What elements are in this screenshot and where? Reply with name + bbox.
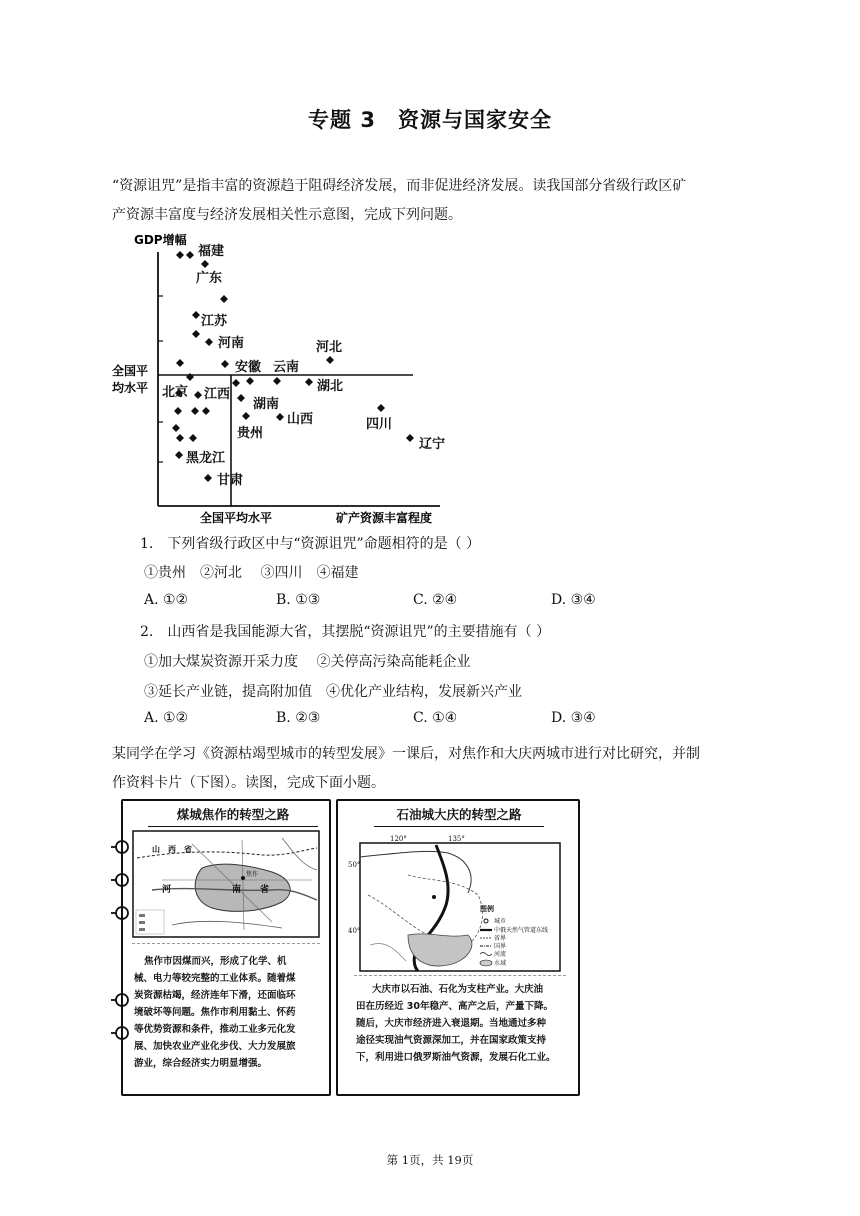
- point-hubei: [305, 378, 313, 386]
- card-jiaozuo: [110, 797, 330, 1097]
- legend-water: 水域: [494, 960, 507, 967]
- point-yunnan: [273, 377, 281, 385]
- x-axis-label: 矿产资源丰富程度: [336, 511, 433, 525]
- card-right-body: 大庆市以石油、石化为支柱产业。大庆油 田在历经近 30年稳产、高产之后，产量下降。 随后，大庆市经济进入衰退期。当地通过多种 途径实现油气资源深加工，并在国家政策支持 下，利用进口俄罗斯油气资源，发展石化工业。: [356, 984, 556, 1063]
- y-ref-label-1: 全国平: [112, 364, 149, 378]
- label-guizhou: 贵州: [237, 426, 264, 441]
- point-guizhou: [242, 412, 250, 420]
- card-daqing: [334, 797, 582, 1097]
- point-guangdong: [220, 295, 228, 303]
- daqing-map: [348, 835, 570, 975]
- label-gansu: 甘肃: [217, 473, 244, 488]
- q1-option-b[interactable]: B. ①③: [276, 592, 321, 608]
- point: [186, 251, 194, 259]
- q1-items: ①贵州 ②河北 ③四川 ④福建: [144, 565, 359, 581]
- label-hebei: 河北: [316, 340, 343, 355]
- q1-option-a[interactable]: A. ①②: [144, 592, 189, 608]
- jiaozuo-map: [132, 830, 320, 938]
- map-label-nan: 南: [232, 885, 242, 895]
- label-beijing: 北京: [162, 385, 189, 400]
- point: [246, 377, 254, 385]
- q1-option-c[interactable]: C. ②④: [413, 592, 458, 608]
- label-hubei: 湖北: [317, 379, 344, 394]
- point: [202, 407, 210, 415]
- page-footer: 第 1页，共 19页: [386, 1153, 474, 1167]
- q2-items-1: ①加大煤炭资源开采力度 ②关停高污染高能耗企业: [144, 654, 471, 670]
- intro-line-1: “资源诅咒”是指丰富的资源趋于阻碍经济发展，而非促进经济发展。读我国部分省级行政区矿: [112, 178, 687, 194]
- point: [189, 434, 197, 442]
- map-lat-40: 40°: [348, 927, 361, 935]
- label-hunan: 湖南: [253, 397, 280, 412]
- map-lon-135: 135°: [448, 835, 465, 843]
- page-title: 专题 3 资源与国家安全: [308, 108, 552, 132]
- point-hunan: [237, 394, 245, 402]
- label-heilongjiang: 黑龙江: [186, 451, 226, 466]
- point: [172, 424, 180, 432]
- point-jiangxi: [194, 391, 202, 399]
- label-fujian: 福建: [198, 244, 225, 259]
- ring-binder-icon: [110, 837, 134, 1047]
- label-jiangxi: 江西: [204, 387, 231, 402]
- point-heilongjiang: [175, 451, 183, 459]
- card-left-title: 煤城焦作的转型之路: [148, 805, 318, 827]
- q2-option-b[interactable]: B. ②③: [276, 710, 321, 726]
- intro-paragraph: [112, 172, 752, 230]
- label-anhui: 安徽: [235, 360, 262, 375]
- legend-title: 图例: [480, 904, 494, 913]
- q2-option-d[interactable]: D. ③④: [551, 710, 596, 726]
- point-gansu: [204, 474, 212, 482]
- q2-option-c[interactable]: C. ①④: [413, 710, 458, 726]
- legend-river: 河流: [494, 951, 507, 958]
- point: [192, 330, 200, 338]
- label-jiangsu: 江苏: [201, 314, 228, 329]
- point: [191, 407, 199, 415]
- map-label-sheng: 省: [260, 885, 270, 895]
- point-sichuan: [377, 404, 385, 412]
- point-henan: [205, 338, 213, 346]
- y-axis-label: GDP增幅: [134, 233, 187, 247]
- legend-city: 城市: [494, 918, 507, 925]
- point: [176, 359, 184, 367]
- label-guangdong: 广东: [196, 271, 223, 286]
- label-liaoning: 辽宁: [419, 437, 446, 452]
- label-henan: 河南: [218, 336, 245, 351]
- x-ref-label: 全国平均水平: [200, 511, 273, 525]
- map-label-jiaozuo: 焦作: [246, 871, 259, 878]
- q2-items-2: ③延长产业链，提高附加值 ④优化产业结构，发展新兴产业: [144, 684, 522, 700]
- card-right-title: 石油城大庆的转型之路: [374, 805, 544, 827]
- map-lon-120: 120°: [390, 835, 407, 843]
- point-fujian: [201, 260, 209, 268]
- point-hebei: [326, 356, 334, 364]
- point: [176, 434, 184, 442]
- intro2-paragraph: [112, 740, 760, 798]
- label-sichuan: 四川: [366, 417, 393, 432]
- point: [174, 407, 182, 415]
- point-anhui: [221, 360, 229, 368]
- q2-stem: 2. 山西省是我国能源大省，其摆脱“资源诅咒”的主要措施有（ ）: [140, 624, 551, 640]
- legend-national-border: 国界: [494, 943, 507, 950]
- q1-option-d[interactable]: D. ③④: [551, 592, 596, 608]
- label-shanxi: 山西: [287, 412, 314, 427]
- point: [176, 251, 184, 259]
- intro-line-2: 产资源丰富度与经济发展相关性示意图，完成下列问题。: [112, 207, 462, 223]
- map-label-shanxi: 山 西 省: [152, 844, 192, 854]
- legend-pipeline: 中俄天然气管道东线: [494, 927, 549, 934]
- point-shanxi: [276, 413, 284, 421]
- intro2-line-1: 某同学在学习《资源枯竭型城市的转型发展》一课后，对焦作和大庆两城市进行对比研究，并制: [112, 746, 700, 762]
- y-ref-label-2: 均水平: [112, 381, 149, 395]
- mineral-gdp-scatter-chart: [110, 232, 470, 528]
- legend-province-border: 省界: [494, 935, 507, 942]
- map-lat-50: 50°: [348, 861, 361, 869]
- q2-option-a[interactable]: A. ①②: [144, 710, 189, 726]
- point-jiangsu: [192, 311, 200, 319]
- card-left-body: 焦作市因煤而兴，形成了化学、机 械、电力等较完整的工业体系。随着煤 炭资源枯竭，经济连年下滑，还面临环 境破坏等问题。焦作市利用黏土、怀药 等优势资源和条件，推动工业多元化发 展、加快农业产业化步伐、大力发展旅 游业，综合经济实力明显增强。: [134, 956, 296, 1069]
- q1-stem: 1. 下列省级行政区中与“资源诅咒”命题相符的是（ ）: [140, 536, 481, 552]
- point-liaoning: [406, 434, 414, 442]
- point: [232, 379, 240, 387]
- map-label-he: 河: [162, 885, 172, 895]
- intro2-line-2: 作资料卡片（下图）。读图，完成下面小题。: [112, 775, 385, 791]
- label-yunnan: 云南: [273, 360, 300, 375]
